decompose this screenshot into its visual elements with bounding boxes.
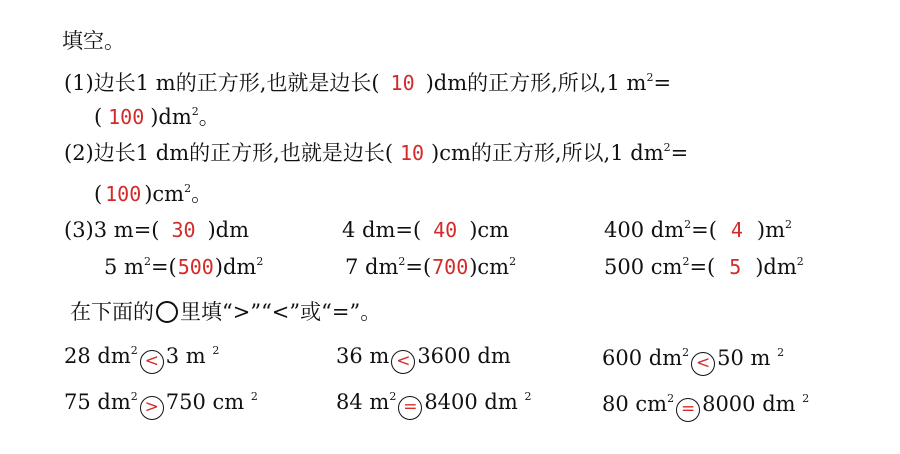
compare-item-2: 36 m < 3600 dm (336, 342, 511, 374)
compare-item-1: 28 $dm^2< 3$ m $^2$ (64, 342, 219, 374)
answer-q3d: 500 (177, 255, 214, 279)
compare-item-4: 75 $dm^2> 750$ cm $^2$ (64, 388, 258, 420)
answer-q3e: 700 (432, 255, 469, 279)
compare-item-3: 600 $dm^2< 50$ m $^2$ (602, 344, 784, 376)
answer-q1-b: 100 (108, 105, 145, 129)
compare-sign-4: > (140, 396, 164, 420)
question-3a: (3)3 m=( 30 )dm (64, 218, 250, 242)
answer-q3f: 5 (729, 255, 742, 279)
question-3c: 400 $dm^2=$( 4 )$m^2$ (604, 218, 793, 242)
compare-sign-3: < (691, 352, 715, 376)
compare-sign-1: < (140, 350, 164, 374)
answer-q2-b: 100 (105, 182, 142, 206)
answer-q1-a: 10 (390, 71, 415, 95)
empty-circle-icon (156, 301, 178, 323)
compare-item-5: 84 $m^2= 8400$ dm $^2$ (336, 388, 531, 420)
answer-q2-a: 10 (399, 141, 425, 165)
section-compare-title: 在下面的 里填“>”“<”或“=”。 (70, 300, 382, 324)
question-2-line-2: ( 100 )$cm^2$。 (94, 182, 213, 206)
question-2-line-1: (2)边长1 dm的正方形,也就是边长( 10 )cm的正方形,所以,1 $dm^2=$ (64, 141, 689, 165)
question-3b: 4 dm=( 40 )cm (342, 218, 510, 242)
question-3d: 5 $m^2=(500)dm^2$ (104, 255, 264, 279)
question-1-line-1: (1)边长1 m的正方形,也就是边长( 10 )dm的正方形,所以,1 $m^2=$ (64, 71, 672, 95)
compare-sign-5: = (398, 396, 422, 420)
compare-sign-2: < (391, 350, 415, 374)
question-3f: 500 $cm^2=$( 5 )$dm^2$ (604, 255, 804, 279)
question-1-line-2: ( 100 )$dm^2$。 (94, 105, 220, 129)
question-3e: 7 $dm^2=(700)cm^2$ (345, 255, 517, 279)
compare-sign-6: = (676, 398, 700, 422)
answer-q3a: 30 (171, 218, 196, 242)
section-fill-title: 填空。 (62, 29, 125, 53)
answer-q3c: 4 (730, 218, 743, 242)
compare-item-6: 80 $cm^2= 8000$ dm $^2$ (602, 390, 809, 422)
answer-q3b: 40 (433, 218, 458, 242)
